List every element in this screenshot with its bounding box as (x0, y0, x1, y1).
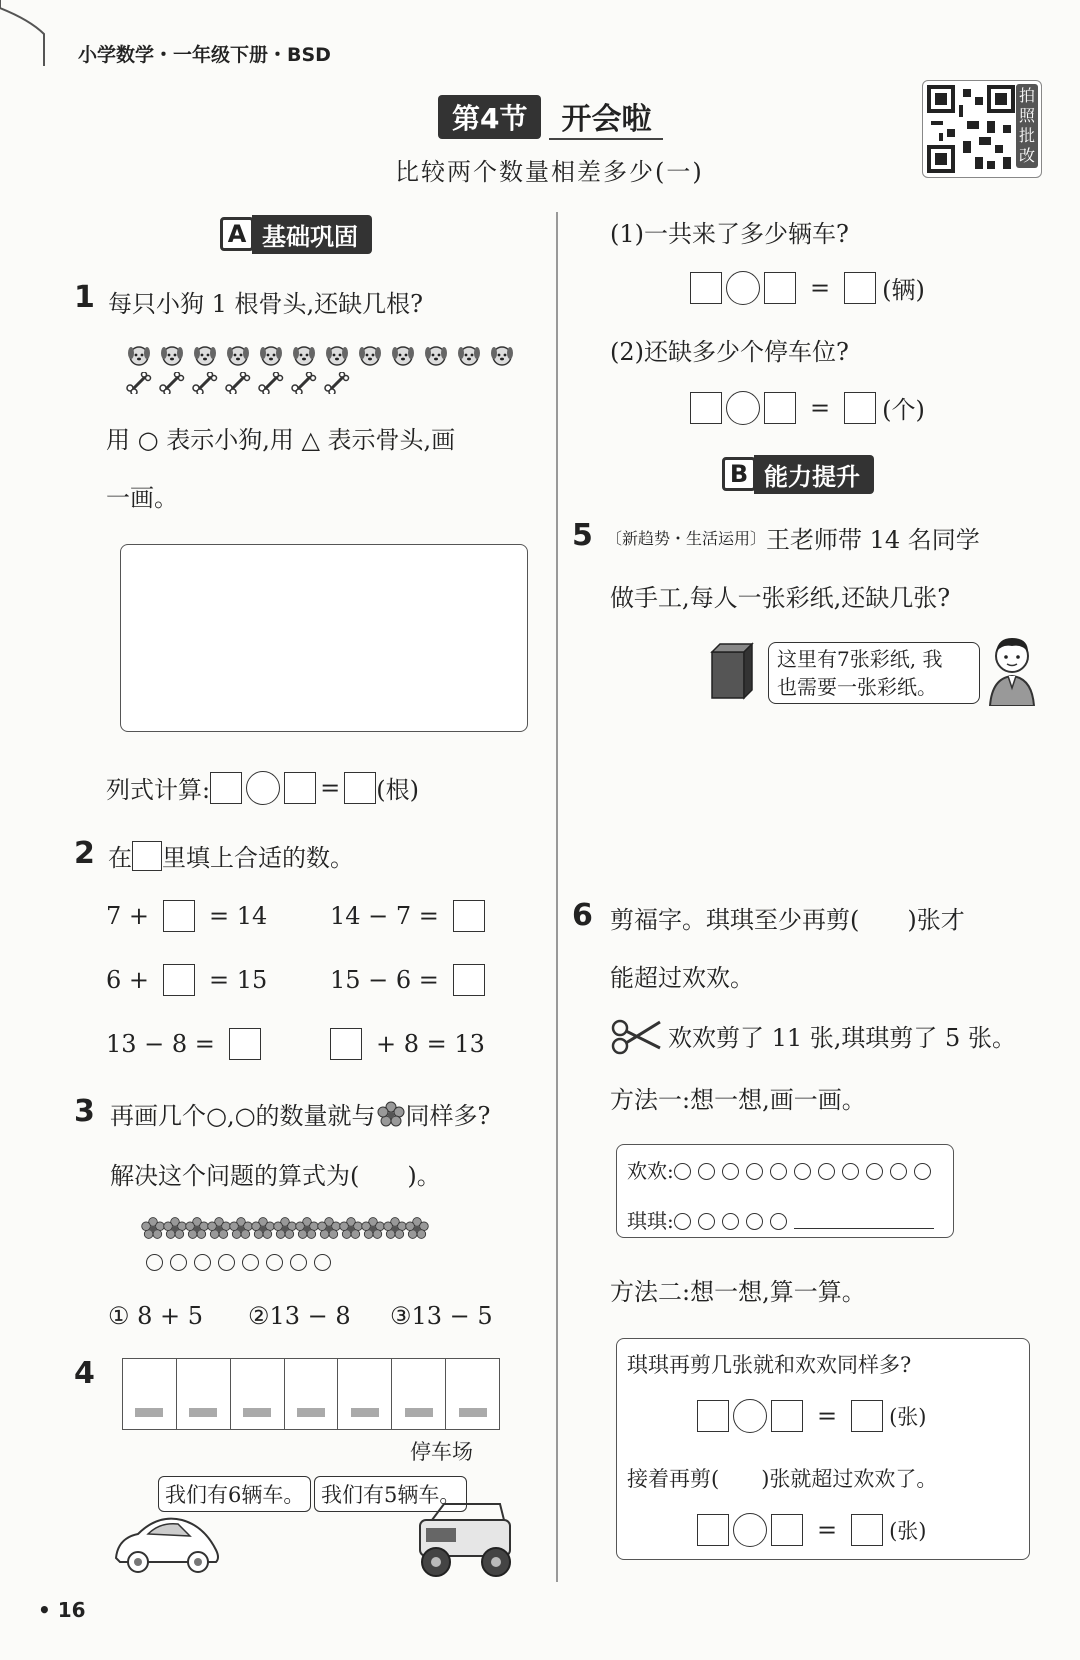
q4s1-box-1[interactable] (690, 272, 722, 304)
q4-sub-2: (2)还缺多少个停车位? (610, 338, 849, 366)
q4s2-box-1[interactable] (690, 392, 722, 424)
circle-mark (266, 1254, 283, 1271)
dog-icon (126, 344, 152, 366)
q2-eq-5-left: 13 − 8 = (106, 1030, 215, 1058)
huanhuan-row (627, 1155, 938, 1184)
parking-slot-marker (297, 1408, 325, 1417)
q3-prompt-2: 解决这个问题的算式为( )。 (110, 1162, 441, 1190)
circle-mark (746, 1213, 763, 1230)
qiqi-draw-line[interactable] (794, 1211, 934, 1229)
q3-prompt-b: 同样多? (405, 1102, 491, 1130)
dog-icon (192, 344, 218, 366)
bone-icon (258, 372, 284, 394)
circle-mark (242, 1254, 259, 1271)
q4-sub-1-formula (690, 270, 925, 305)
q2-eq-3-box[interactable] (163, 964, 195, 996)
dog-icon (357, 344, 383, 366)
equals-sign: = (810, 273, 831, 302)
circle-mark (674, 1213, 691, 1230)
q6-box-unit-1: (张) (889, 1405, 927, 1429)
parking-lot-label: 停车场 (410, 1440, 473, 1464)
flower-icon (206, 1216, 228, 1238)
bone-icon (192, 372, 218, 394)
q6-prompt-a: 剪福字。琪琪至少再剪( )张才 (610, 906, 965, 934)
section-name: 开会啦 (549, 94, 663, 140)
q5-prompt-a: 王老师带 14 名同学 (766, 526, 980, 554)
q6f1-operator-circle[interactable] (733, 1399, 767, 1433)
dog-icon (159, 344, 185, 366)
q4-sub-1: (1)一共来了多少辆车? (610, 220, 849, 248)
q4s1-box-3[interactable] (844, 272, 876, 304)
q6f2-box-2[interactable] (771, 1514, 803, 1546)
q6f1-box-3[interactable] (851, 1400, 883, 1432)
q5-prompt (606, 520, 980, 555)
q6-method-2-box (616, 1338, 1030, 1560)
q1-instruction-line1: 用 ○ 表示小狗,用 △ 表示骨头,画 (106, 426, 456, 454)
huanhuan-label: 欢欢: (627, 1159, 674, 1183)
dog-icon (489, 344, 515, 366)
equals-sign: = (320, 773, 341, 802)
flower-icon (338, 1216, 360, 1238)
dog-icon (390, 344, 416, 366)
beetle-car-icon (108, 1510, 228, 1576)
parking-slot-marker (405, 1408, 433, 1417)
circle-mark (218, 1254, 235, 1271)
car-group-2-speech: 我们有5辆车。 (314, 1476, 467, 1512)
q6f2-box-1[interactable] (697, 1514, 729, 1546)
parking-slot (392, 1359, 446, 1429)
q2-prompt-pre: 在 (108, 844, 132, 872)
flower-icon (360, 1216, 382, 1238)
q2-eq-1 (106, 900, 267, 932)
q2-eq-6-right: + 8 = 13 (376, 1030, 485, 1058)
q6-box-formula-2 (697, 1513, 927, 1547)
q1-operator-circle[interactable] (246, 771, 280, 805)
page-number: • 16 (38, 1598, 86, 1622)
paper-stack-icon (708, 642, 756, 700)
bones-row (126, 372, 546, 396)
q3-number: 3 (74, 1094, 95, 1129)
q1-answer-box-3[interactable] (344, 772, 376, 804)
section-a-letter: A (220, 217, 254, 251)
q6f1-box-1[interactable] (697, 1400, 729, 1432)
q6-method-1-box (616, 1144, 954, 1238)
dog-icon (456, 344, 482, 366)
bone-icon (225, 372, 251, 394)
circle-mark (794, 1163, 811, 1180)
flower-icon (140, 1216, 162, 1238)
flower-icon (162, 1216, 184, 1238)
qr-code-label: 拍照批改 (1016, 84, 1038, 168)
q3-option-1[interactable]: ① 8 + 5 (108, 1302, 204, 1330)
q6f1-box-2[interactable] (771, 1400, 803, 1432)
q6f2-box-3[interactable] (851, 1514, 883, 1546)
q2-eq-4 (330, 964, 485, 996)
q6-method-2: 方法二:想一想,算一算。 (610, 1278, 866, 1306)
jeep-icon (404, 1500, 524, 1582)
flower-icon (382, 1216, 404, 1238)
section-a-label: 基础巩固 (252, 215, 372, 254)
dog-icon (291, 344, 317, 366)
circle-mark (890, 1163, 907, 1180)
circle-mark (170, 1254, 187, 1271)
qiqi-row (627, 1205, 934, 1234)
page-corner-decoration (0, 0, 50, 70)
circle-mark (674, 1163, 691, 1180)
q2-prompt (108, 838, 354, 873)
flowers-row (140, 1216, 540, 1242)
q2-eq-5 (106, 1028, 261, 1060)
q5-speech-bubble (768, 642, 980, 704)
q2-prompt-box-sample (132, 841, 162, 871)
flower-icon (250, 1216, 272, 1238)
book-header: 小学数学・一年级下册・BSD (78, 44, 331, 66)
q2-eq-3-right: = 15 (209, 966, 268, 994)
flower-icon (316, 1216, 338, 1238)
bone-icon (324, 372, 350, 394)
parking-slot (123, 1359, 177, 1429)
q2-eq-3-left: 6 + (106, 966, 150, 994)
circle-mark (698, 1213, 715, 1230)
q6-box-unit-2: (张) (889, 1519, 927, 1543)
q6-box-formula-1 (697, 1399, 927, 1433)
huanhuan-circles (674, 1158, 938, 1182)
circle-mark (770, 1213, 787, 1230)
section-title (438, 96, 663, 138)
flower-icon (404, 1216, 426, 1238)
q6-box-question: 琪琪再剪几张就和欢欢同样多? (627, 1353, 912, 1377)
q2-eq-5-box[interactable] (229, 1028, 261, 1060)
q4-sub-2-formula (690, 390, 925, 425)
section-number-badge: 第4节 (438, 95, 541, 139)
flower-icon (184, 1216, 206, 1238)
circle-mark (866, 1163, 883, 1180)
q2-prompt-post: 里填上合适的数。 (162, 844, 354, 872)
parking-slot-marker (135, 1408, 163, 1417)
scissors-icon (610, 1016, 662, 1056)
flower-icon (294, 1216, 316, 1238)
q5-tag: 〔新趋势・生活运用〕 (606, 529, 767, 548)
q2-eq-1-box[interactable] (163, 900, 195, 932)
parking-slot-marker (243, 1408, 271, 1417)
q2-eq-1-left: 7 + (106, 902, 150, 930)
q4-sub-1-unit: (辆) (882, 276, 925, 304)
circle-mark (746, 1163, 763, 1180)
section-b-label: 能力提升 (754, 455, 874, 494)
bone-icon (159, 372, 185, 394)
equals-sign: = (810, 393, 831, 422)
q2-eq-4-left: 15 − 6 = (330, 966, 439, 994)
q2-eq-2-box[interactable] (453, 900, 485, 932)
section-b-badge (722, 456, 874, 492)
q4s2-box-3[interactable] (844, 392, 876, 424)
parking-slot-marker (351, 1408, 379, 1417)
q1-answer-box-2[interactable] (284, 772, 316, 804)
dog-icon (225, 344, 251, 366)
parking-slot (231, 1359, 285, 1429)
qiqi-circles (674, 1208, 794, 1232)
circle-mark (314, 1254, 331, 1271)
dog-icon (324, 344, 350, 366)
q5-speech-line-1: 这里有7张彩纸, 我 (777, 647, 943, 671)
circle-mark (698, 1163, 715, 1180)
q5-prompt-b: 做手工,每人一张彩纸,还缺几张? (610, 584, 951, 612)
q3-prompt-a: 再画几个○,○的数量就与 (110, 1102, 376, 1130)
qr-code-pattern (927, 85, 1015, 173)
parking-slot (446, 1359, 499, 1429)
circle-mark (722, 1213, 739, 1230)
circles-row (146, 1252, 446, 1274)
q2-number: 2 (74, 836, 95, 871)
q4s2-box-2[interactable] (764, 392, 796, 424)
q4s1-box-2[interactable] (764, 272, 796, 304)
parking-slot (338, 1359, 392, 1429)
q6-prompt-b: 能超过欢欢。 (610, 964, 754, 992)
q6-info: 欢欢剪了 11 张,琪琪剪了 5 张。 (668, 1024, 1016, 1052)
q2-eq-2-left: 14 − 7 = (330, 902, 439, 930)
qiqi-label: 琪琪: (627, 1209, 674, 1233)
q4s1-operator-circle[interactable] (726, 271, 760, 305)
circle-mark (290, 1254, 307, 1271)
q2-eq-2 (330, 900, 485, 932)
dog-icon (258, 344, 284, 366)
column-divider (556, 212, 558, 1582)
equals-sign: = (817, 1516, 838, 1544)
circle-mark (194, 1254, 211, 1271)
q4s2-operator-circle[interactable] (726, 391, 760, 425)
dog-icon (423, 344, 449, 366)
q2-eq-4-box[interactable] (453, 964, 485, 996)
q2-eq-6 (330, 1028, 485, 1060)
flower-icon (376, 1101, 406, 1127)
q5-speech-line-2: 也需要一张彩纸。 (777, 675, 937, 699)
q1-formula-label: 列式计算: (106, 776, 211, 804)
q5-number: 5 (572, 518, 593, 553)
q4-number: 4 (74, 1356, 95, 1391)
q1-instruction-line2: 一画。 (106, 484, 178, 512)
circle-mark (770, 1163, 787, 1180)
q3-prompt (110, 1096, 490, 1131)
parking-slot (177, 1359, 231, 1429)
q1-drawing-area[interactable] (120, 544, 528, 732)
lesson-subtitle: 比较两个数量相差多少(一) (395, 158, 704, 186)
q4-sub-2-unit: (个) (882, 396, 925, 424)
q2-eq-6-box[interactable] (330, 1028, 362, 1060)
parking-slot-marker (459, 1408, 487, 1417)
q6-box-next: 接着再剪( )张就超过欢欢了。 (627, 1467, 938, 1491)
parking-slot-marker (189, 1408, 217, 1417)
circle-mark (146, 1254, 163, 1271)
circle-mark (914, 1163, 931, 1180)
parking-lot (122, 1358, 500, 1430)
q1-formula-unit: (根) (376, 776, 419, 804)
circle-mark (818, 1163, 835, 1180)
dogs-row (126, 344, 546, 368)
section-a-badge (220, 216, 372, 252)
parking-slot (285, 1359, 339, 1429)
q6-method-1: 方法一:想一想,画一画。 (610, 1086, 866, 1114)
circle-mark (842, 1163, 859, 1180)
q6-number: 6 (572, 898, 593, 933)
circle-mark (722, 1163, 739, 1180)
q3-option-2[interactable]: ②13 − 8 (248, 1302, 351, 1330)
q1-number: 1 (74, 280, 95, 315)
q1-answer-box-1[interactable] (210, 772, 242, 804)
teacher-avatar (984, 634, 1040, 706)
section-b-letter: B (722, 457, 756, 491)
q3-option-3[interactable]: ③13 − 5 (390, 1302, 493, 1330)
q1-prompt: 每只小狗 1 根骨头,还缺几根? (108, 290, 424, 318)
q1-formula (106, 770, 419, 805)
flower-icon (272, 1216, 294, 1238)
q6f2-operator-circle[interactable] (733, 1513, 767, 1547)
q2-eq-1-right: = 14 (209, 902, 268, 930)
car-group-1-speech: 我们有6辆车。 (158, 1476, 311, 1512)
bone-icon (291, 372, 317, 394)
q2-eq-3 (106, 964, 267, 996)
equals-sign: = (817, 1402, 838, 1430)
bone-icon (126, 372, 152, 394)
flower-icon (228, 1216, 250, 1238)
